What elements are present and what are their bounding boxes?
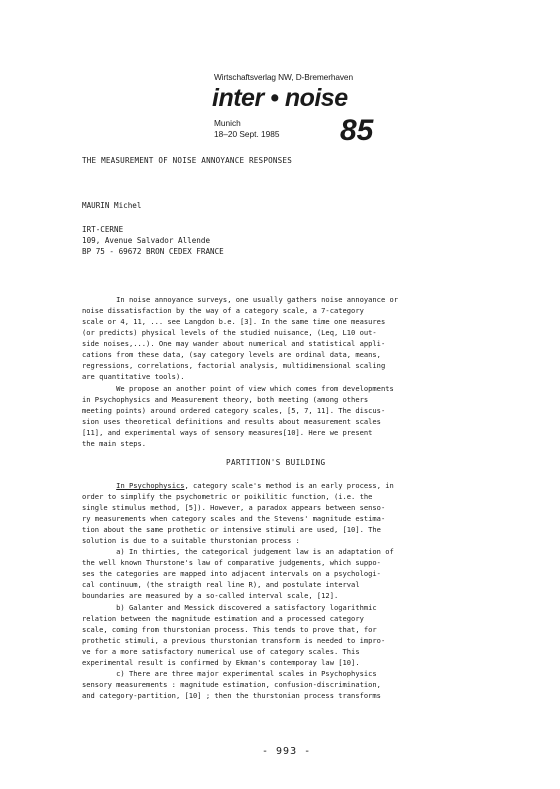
text-line: in Psychophysics and Measurement theory, both meeting (among others bbox=[82, 395, 369, 405]
paragraph-partition bbox=[82, 480, 482, 701]
text-line: (or predicts) physical levels of the studied nuisance, (Leq, L10 out- bbox=[82, 328, 377, 338]
text-line: sion uses theoretical definitions and results about measurement scales bbox=[82, 417, 381, 427]
text-line: ve for a more satisfactory numerical use of category scales. This bbox=[82, 646, 360, 656]
text-line: tion about the same prothetic or intensive stimuli are used, [10]. The bbox=[82, 525, 381, 535]
line-rest: , category scale's method is an early process, in bbox=[184, 481, 394, 490]
text-line: scale or 4, 11, ... see Langdon b.e. [3]. In the same time one measures bbox=[82, 317, 386, 327]
text-line: [11], and experimental ways of sensory measures[10]. Here we present bbox=[82, 428, 373, 438]
paragraph-intro bbox=[82, 294, 482, 382]
conference-dates: 18–20 Sept. 1985 bbox=[214, 129, 280, 139]
text-line: cations from these data, (say category levels are ordinal data, means, bbox=[82, 350, 381, 360]
conference-logo: inter • noise bbox=[212, 84, 348, 112]
text-line: sensory measurements : magnitude estimation, confusion-discrimination, bbox=[82, 679, 381, 689]
text-line: b) Galanter and Messick discovered a satisfactory logarithmic bbox=[82, 602, 377, 612]
text-line: ry measurements when category scales and the Stevens' magnitude estima- bbox=[82, 514, 386, 524]
author-affiliation bbox=[82, 224, 224, 257]
conference-year: 85 bbox=[340, 114, 374, 147]
text-line: regressions, correlations, factorial analysis, multidimensional scaling bbox=[82, 361, 386, 371]
text-line: c) There are three major experimental scales in Psychophysics bbox=[82, 668, 377, 678]
text-line: boundaries are measured by a so-called interval scale, [12]. bbox=[82, 591, 339, 601]
text-line: meeting points) around ordered category scales, [5, 7, 11]. The discus- bbox=[82, 406, 386, 416]
text-line: In noise annoyance surveys, one usually gathers noise annoyance or bbox=[82, 295, 399, 304]
affiliation-line: IRT-CERNE bbox=[82, 225, 124, 234]
conference-city: Munich bbox=[214, 118, 241, 128]
author-name: MAURIN Michel bbox=[82, 201, 142, 210]
text-line: cal continuum, (the straigth real line R), and postulate interval bbox=[82, 580, 360, 590]
affiliation-line: BP 75 - 69672 BRON CEDEX FRANCE bbox=[82, 247, 224, 256]
text-line: experimental result is confirmed by Ekman's contemporay law [10]. bbox=[82, 657, 360, 667]
text-line bbox=[82, 480, 482, 491]
indent bbox=[82, 481, 116, 490]
text-line: prothetic stimuli, a previous thurstonian transform is needed to impro- bbox=[82, 635, 386, 645]
text-line: a) In thirties, the categorical judgement law is an adaptation of bbox=[82, 547, 394, 557]
page-number: - 993 - bbox=[262, 746, 312, 757]
text-line: single stimulus method, [5]). However, a paradox appears between senso- bbox=[82, 503, 386, 513]
text-line: noise dissatisfaction by the way of a category scale, a 7-category bbox=[82, 306, 364, 316]
text-line: scale, coming from thurstonian process. This tends to prove that, for bbox=[82, 624, 377, 634]
text-line: order to simplify the psychometric or poikilitic function, (i.e. the bbox=[82, 492, 373, 502]
text-line: the main steps. bbox=[82, 439, 147, 449]
paragraph-proposal bbox=[82, 383, 482, 449]
text-line: ses the categories are mapped into adjacent intervals on a psychologi- bbox=[82, 569, 381, 579]
affiliation-line: 109, Avenue Salvador Allende bbox=[82, 236, 211, 245]
conference-header bbox=[214, 72, 374, 152]
paper-title: THE MEASUREMENT OF NOISE ANNOYANCE RESPONSES bbox=[82, 156, 292, 165]
section-heading: PARTITION'S BUILDING bbox=[226, 458, 326, 467]
text-line: side noises,...). One may wander about numerical and statistical appli- bbox=[82, 339, 386, 349]
text-line: solution is due to a suitable thurstonian process : bbox=[82, 536, 300, 546]
text-line: and category-partition, [10] ; then the thurstonian process transforms bbox=[82, 690, 381, 700]
underlined-term: In Psychophysics bbox=[116, 481, 185, 490]
publisher-line: Wirtschaftsverlag NW, D-Bremerhaven bbox=[214, 72, 353, 82]
text-line: relation between the magnitude estimation and a processed category bbox=[82, 613, 364, 623]
text-line: the well known Thurstone's law of comparative judgements, which suppo- bbox=[82, 558, 381, 568]
text-line: are quantitative tools). bbox=[82, 372, 185, 382]
text-line: We propose an another point of view which comes from developments bbox=[82, 384, 394, 393]
